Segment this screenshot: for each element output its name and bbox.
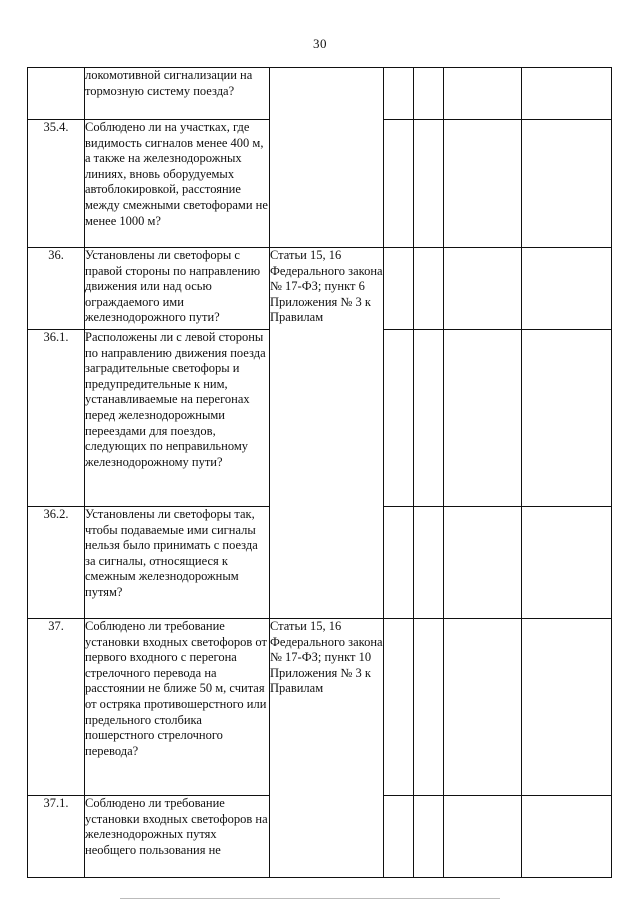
not-applicable-cell [444,619,522,796]
not-applicable-cell [444,330,522,507]
item-number: 37. [28,619,85,796]
note-cell [522,796,612,878]
note-cell [522,120,612,248]
question-text: локомотивной сигнализации на тормозную систему поезда? [85,68,270,120]
table-row [28,248,612,330]
not-applicable-cell [444,248,522,330]
answer-yes-cell [384,507,414,619]
answer-yes-cell [384,619,414,796]
note-cell [522,248,612,330]
legal-reference: Статьи 15, 16 Федерального закона № 17-ФЗ; пункт 10 Приложения № 3 к Правилам [270,619,384,878]
note-cell [522,68,612,120]
question-text: Установлены ли светофоры с правой стороны по направлению движения или над осью ограждаемого ими железнодорожного пути? [85,248,270,330]
table-row [28,68,612,120]
note-cell [522,619,612,796]
answer-no-cell [414,507,444,619]
answer-yes-cell [384,330,414,507]
item-number [28,68,85,120]
note-cell [522,330,612,507]
answer-no-cell [414,120,444,248]
item-number: 36.1. [28,330,85,507]
answer-no-cell [414,330,444,507]
legal-reference: Статьи 15, 16 Федерального закона № 17-ФЗ; пункт 6 Приложения № 3 к Правилам [270,248,384,619]
not-applicable-cell [444,120,522,248]
item-number: 36. [28,248,85,330]
question-text: Соблюдено ли требование установки входных светофоров от первого входного с перегона стрелочного перевода на расстоянии не ближе 50 м, считая от остряка противошерстного или предельного столбика пошерстного стрелочного перевода? [85,619,270,796]
question-text: Установлены ли светофоры так, чтобы подаваемые ими сигналы нельзя было принимать с поезда за сигналы, относящиеся к смежным железнодорожным путям? [85,507,270,619]
answer-yes-cell [384,248,414,330]
answer-yes-cell [384,68,414,120]
scan-edge-divider [120,898,500,899]
page-number: 30 [313,36,327,51]
not-applicable-cell [444,68,522,120]
item-number: 36.2. [28,507,85,619]
question-text: Расположены ли с левой стороны по направлению движения поезда заградительные светофоры и предупредительные к ним, устанавливаемые на перегонах перед железнодорожными переездами для поездов, следующих по неправильному железнодорожному пути? [85,330,270,507]
legal-reference [270,68,384,248]
item-number: 37.1. [28,796,85,878]
answer-no-cell [414,619,444,796]
answer-no-cell [414,68,444,120]
question-text: Соблюдено ли требование установки входных светофоров на железнодорожных путях необщего пользования не [85,796,270,878]
checklist-table [27,67,612,878]
question-text: Соблюдено ли на участках, где видимость сигналов менее 400 м, а также на железнодорожных линиях, вновь оборудуемых автоблокировкой, расстояние между смежными светофорами не менее 1000 м? [85,120,270,248]
not-applicable-cell [444,796,522,878]
note-cell [522,507,612,619]
answer-no-cell [414,796,444,878]
not-applicable-cell [444,507,522,619]
item-number: 35.4. [28,120,85,248]
answer-no-cell [414,248,444,330]
table-row [28,619,612,796]
answer-yes-cell [384,796,414,878]
answer-yes-cell [384,120,414,248]
